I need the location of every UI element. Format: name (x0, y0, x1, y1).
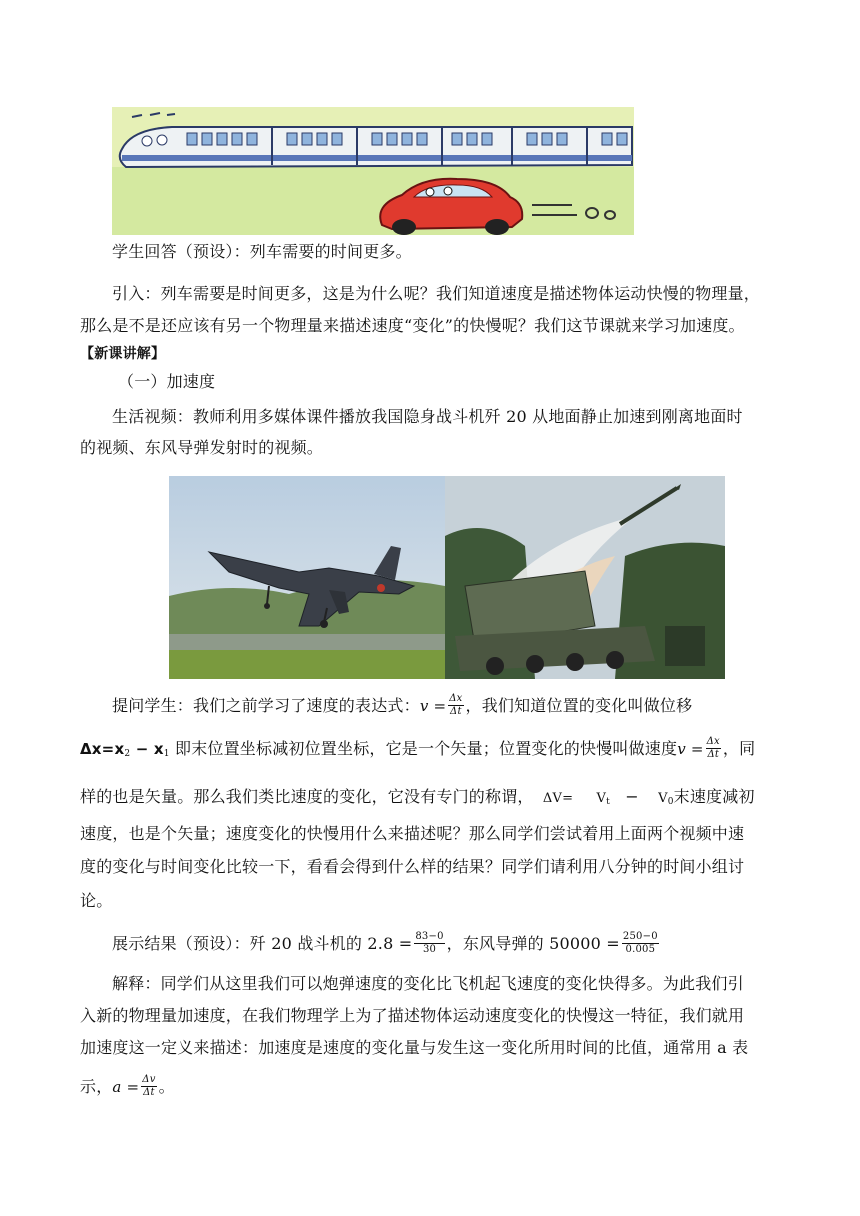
fraction-denominator: Δt (450, 706, 462, 717)
video-paragraph-line-2: 的视频、东风导弹发射时的视频。 (80, 438, 324, 457)
results-text-fighter: 展示结果（预设）：歼 20 战斗机的 2.8 = (112, 934, 413, 953)
explanation-show-text: 示， (80, 1077, 113, 1096)
question-text-end: ，我们知道位置的变化叫做位移 (465, 696, 693, 715)
line-end-text: ，同 (722, 739, 756, 758)
v0-symbol: V (658, 791, 668, 806)
missile-acceleration-fraction (622, 931, 659, 956)
explanation-line-3: 加速度这一定义来描述：加速度是速度的变化量与发生这一变化所用时间的比值，通常用 a 表 (80, 1038, 749, 1057)
velocity-change-text: 样的也是矢量。那么我们类比速度的变化，它没有专门的称谓， (80, 787, 534, 806)
results-text-missile: ，东风导弹的 50000 = (446, 934, 620, 953)
intro-paragraph-line-1: 引入：列车需要是时间更多，这是为什么呢？我们知道速度是描述物体运动快慢的物理量， (112, 284, 761, 303)
question-line-6: 论。 (80, 891, 113, 910)
acceleration-fraction (141, 1074, 156, 1099)
formula-minus-x: − x (130, 740, 164, 758)
subscript-1: 1 (163, 749, 170, 759)
question-line-2 (80, 737, 782, 766)
explanation-line-4 (80, 1075, 782, 1100)
final-minus-initial-text: 末速度减初 (673, 787, 755, 806)
question-line-1 (112, 694, 782, 719)
fraction-denominator-2: Δt (707, 749, 720, 760)
minus-sign: − (625, 787, 639, 806)
displacement-formula: Δx=x (80, 740, 125, 758)
fighter-acceleration-fraction (414, 931, 444, 956)
displacement-explanation: 即末位置坐标减初位置坐标，它是一个矢量；位置变化的快慢叫做速度 (169, 739, 678, 758)
acceleration-symbol: a = (112, 1078, 140, 1096)
acceleration-denominator: Δt (143, 1087, 155, 1098)
question-line-5: 度的变化与时间变化比较一下，看看会得到什么样的结果？同学们请利用八分钟的时间小组讨 (80, 857, 745, 876)
question-line-3 (80, 785, 782, 814)
subsection-title: （一）加速度 (118, 372, 216, 391)
question-line-4: 速度，也是个矢量；速度变化的快慢用什么来描述呢？那么同学们尝试着用上面两个视频中速 (80, 824, 745, 843)
subscript-0: 0 (667, 797, 674, 807)
results-line (112, 932, 782, 957)
video-paragraph-line-1: 生活视频：教师利用多媒体课件播放我国隐身战斗机歼 20 从地面静止加速到刚离地面时 (112, 407, 743, 426)
fraction-numerator: Δx (449, 693, 463, 704)
velocity-fraction (448, 693, 463, 718)
question-text-start: 提问学生：我们之前学习了速度的表达式： (112, 696, 420, 715)
vt-symbol: V (596, 791, 607, 806)
fraction-numerator-2: Δx (706, 736, 720, 747)
missile-fraction-numerator: 250−0 (622, 931, 658, 942)
velocity-fraction-2 (706, 736, 721, 761)
explanation-period: 。 (158, 1077, 175, 1096)
velocity-symbol: v = (419, 697, 447, 715)
subscript-t: t (606, 797, 610, 807)
explanation-line-2: 入新的物理量加速度，在我们物理学上为了描述物体运动速度变化的快慢这一特征，我们就用 (80, 1006, 745, 1025)
intro-paragraph-line-2: 那么是不是还应该有另一个物理量来描述速度“变化”的快慢呢？我们这节课就来学习加速度。 (80, 316, 745, 335)
train-car-cartoon-image (112, 107, 634, 235)
fighter-fraction-numerator: 83−0 (415, 931, 444, 942)
missile-fraction-denominator: 0.005 (625, 944, 656, 955)
delta-v-symbol: ΔV= (542, 791, 574, 806)
fighter-fraction-denominator: 30 (422, 944, 437, 955)
section-heading: 【新课讲解】 (80, 346, 166, 362)
subscript-2: 2 (124, 749, 131, 759)
explanation-line-1: 解释：同学们从这里我们可以炮弹速度的变化比飞机起飞速度的变化快得多。为此我们引 (112, 974, 744, 993)
acceleration-numerator: Δv (142, 1074, 156, 1085)
student-answer-text: 学生回答（预设）：列车需要的时间更多。 (112, 242, 412, 261)
dongfeng-missile-launch-photo (445, 476, 725, 679)
velocity-symbol-2: v = (677, 740, 704, 758)
stealth-fighter-photo (169, 476, 445, 679)
